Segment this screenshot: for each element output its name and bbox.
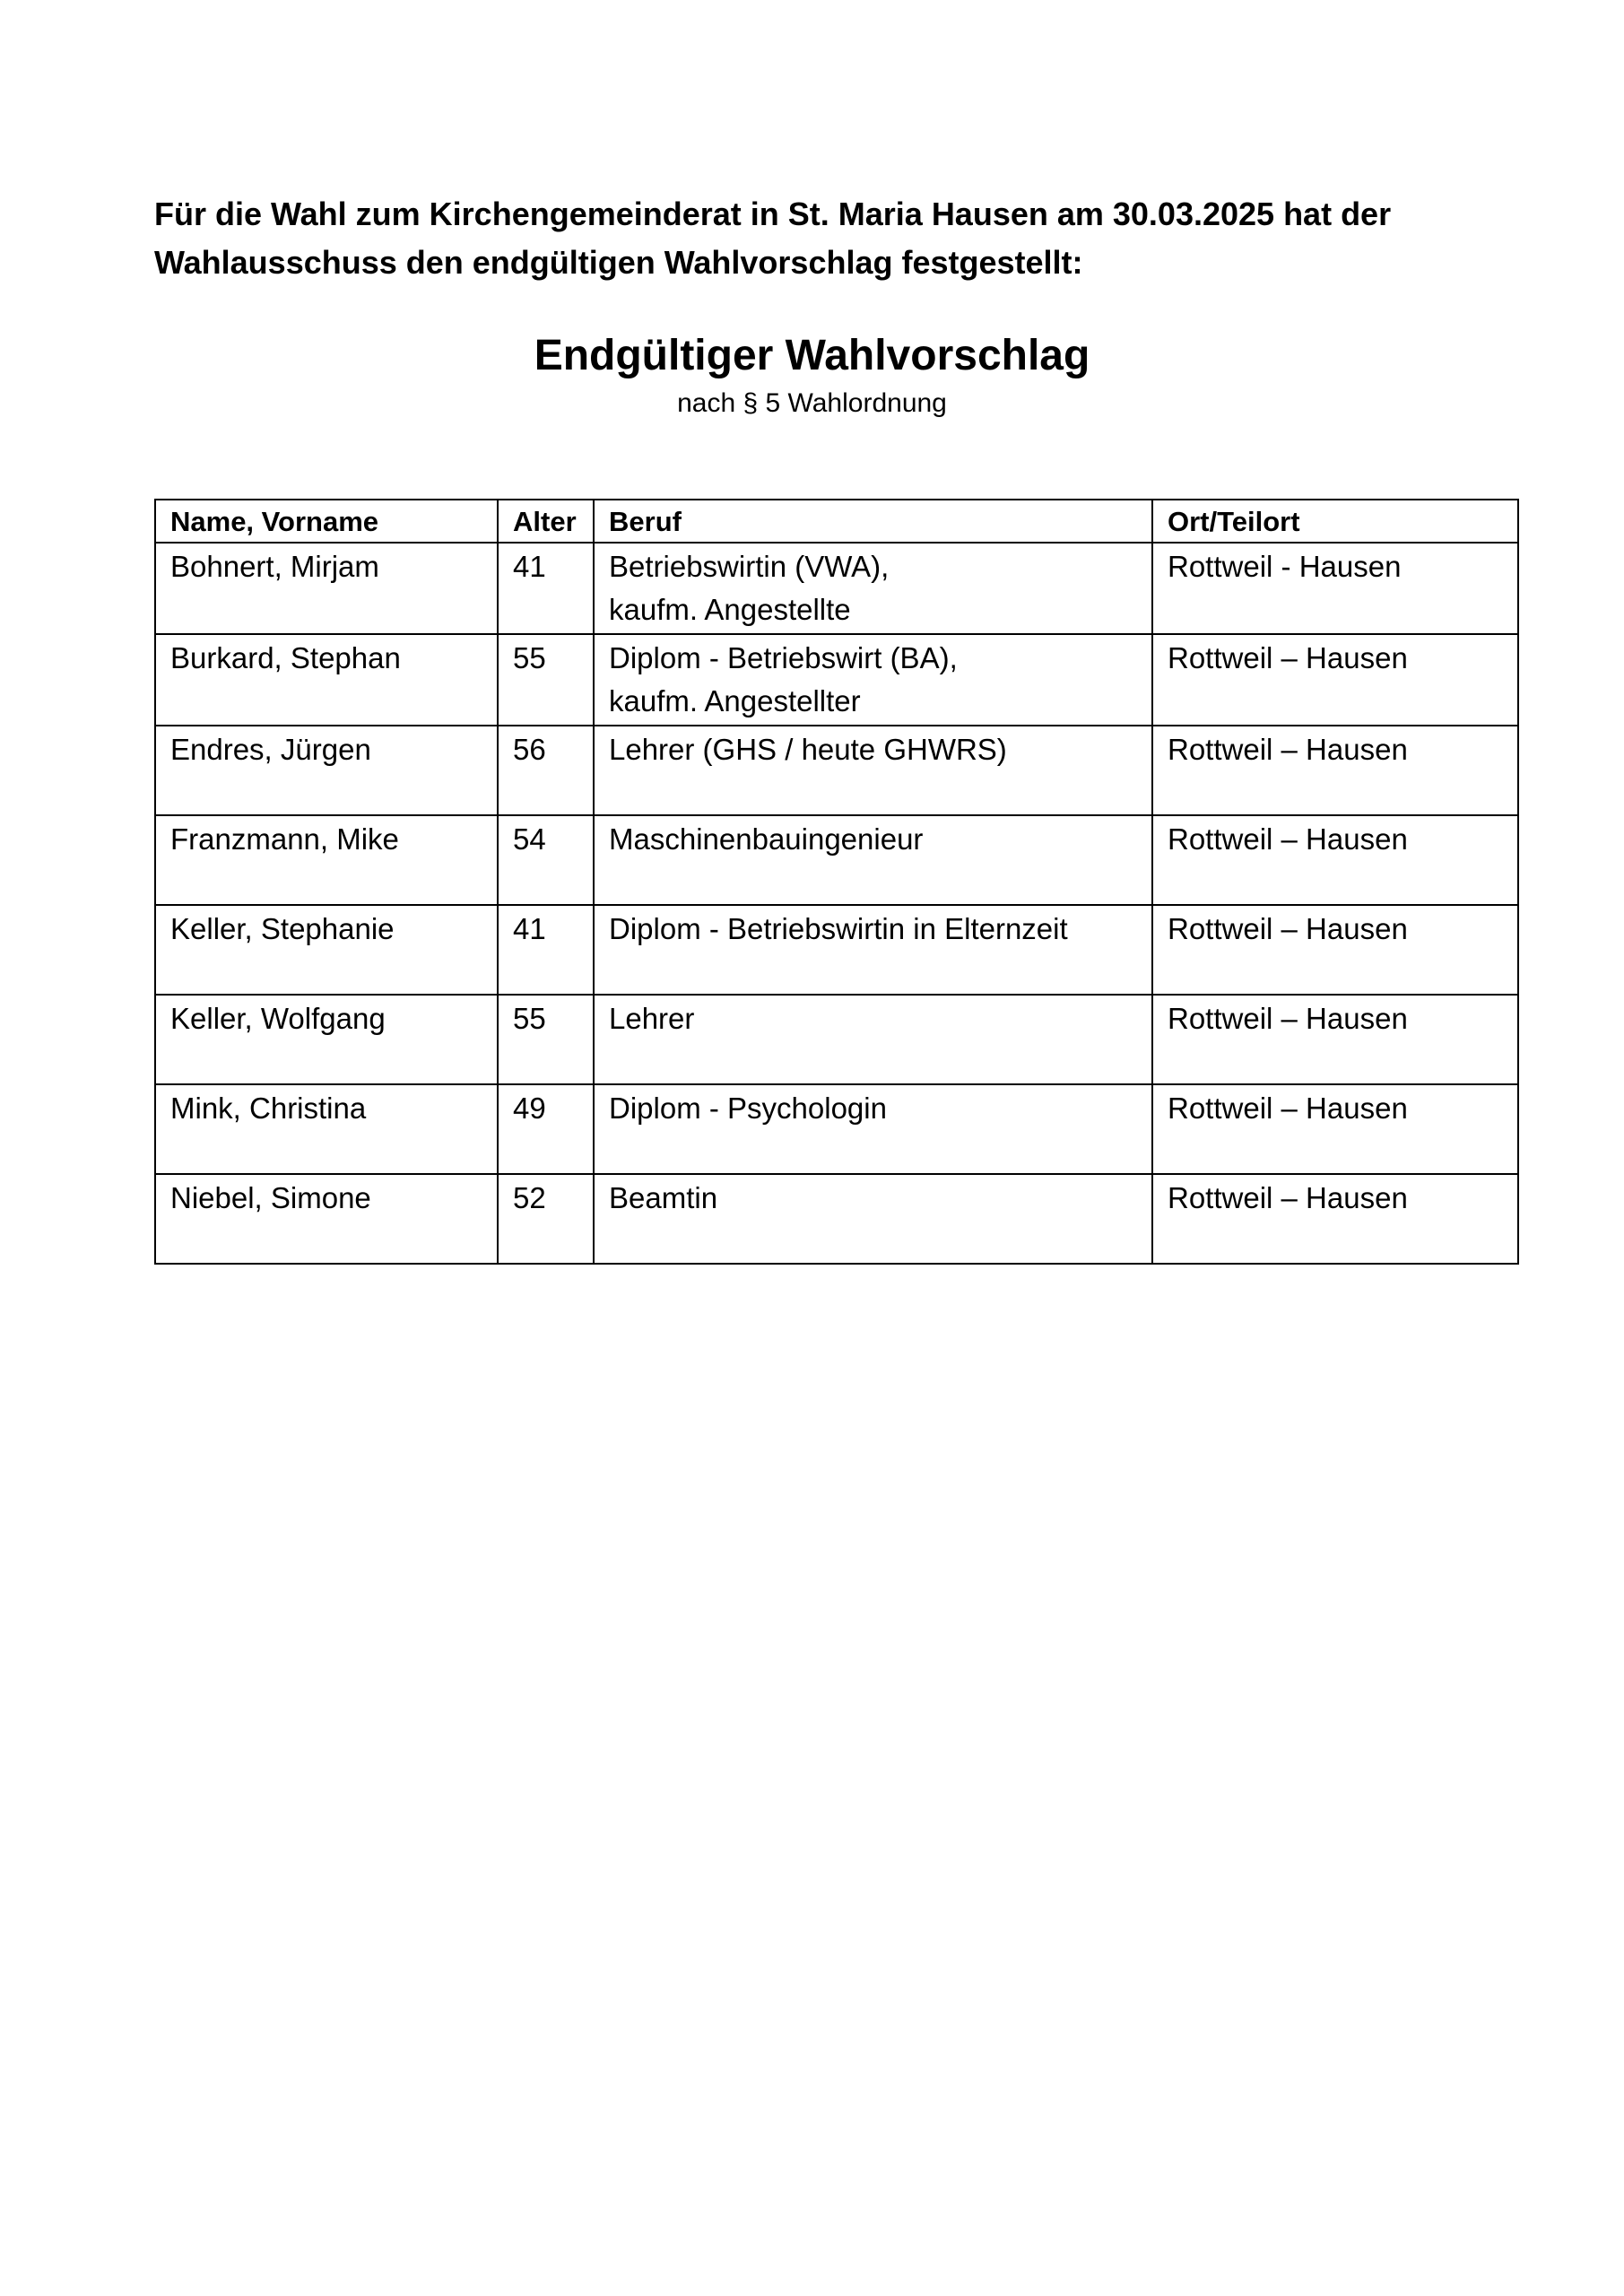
job-line-1: Maschinenbauingenieur: [609, 822, 924, 856]
intro-text: [154, 190, 1499, 287]
job-line-2: kaufm. Angestellte: [609, 593, 851, 626]
cell-name: Endres, Jürgen: [155, 726, 498, 815]
job-line-1: Lehrer: [609, 1002, 695, 1035]
intro-line-1: Für die Wahl zum Kirchengemeinderat in St. Maria Hausen am 30.03.2025 hat der: [154, 196, 1392, 232]
cell-age: 55: [498, 634, 594, 726]
cell-age: 55: [498, 995, 594, 1084]
job-line-1: Diplom - Betriebswirtin in Elternzeit: [609, 912, 1068, 945]
table-row: [155, 1174, 1518, 1264]
cell-age: 41: [498, 543, 594, 634]
cell-job: [594, 726, 1152, 815]
table-row: [155, 995, 1518, 1084]
cell-age: 52: [498, 1174, 594, 1264]
document-title: Endgültiger Wahlvorschlag: [534, 332, 1090, 379]
table-row: [155, 634, 1518, 726]
cell-age: 56: [498, 726, 594, 815]
cell-place: Rottweil – Hausen: [1152, 995, 1518, 1084]
header-age: Alter: [498, 500, 594, 543]
cell-place: Rottweil – Hausen: [1152, 726, 1518, 815]
cell-place: Rottweil - Hausen: [1152, 543, 1518, 634]
cell-name: Keller, Stephanie: [155, 905, 498, 995]
job-line-1: Diplom - Psychologin: [609, 1091, 887, 1125]
cell-place: Rottweil – Hausen: [1152, 1084, 1518, 1174]
cell-name: Mink, Christina: [155, 1084, 498, 1174]
cell-job: [594, 1174, 1152, 1264]
cell-age: 54: [498, 815, 594, 905]
cell-job: [594, 995, 1152, 1084]
intro-line-2: Wahlausschuss den endgültigen Wahlvorschlag festgestellt:: [154, 244, 1083, 281]
table-row: [155, 726, 1518, 815]
header-name: Name, Vorname: [155, 500, 498, 543]
candidate-table: [154, 499, 1519, 1265]
cell-name: Keller, Wolfgang: [155, 995, 498, 1084]
job-line-1: Beamtin: [609, 1181, 718, 1214]
cell-place: Rottweil – Hausen: [1152, 634, 1518, 726]
table-row: [155, 905, 1518, 995]
header-place: Ort/Teilort: [1152, 500, 1518, 543]
cell-job: [594, 815, 1152, 905]
cell-place: Rottweil – Hausen: [1152, 905, 1518, 995]
cell-age: 41: [498, 905, 594, 995]
cell-name: Bohnert, Mirjam: [155, 543, 498, 634]
job-line-1: Lehrer (GHS / heute GHWRS): [609, 733, 1007, 766]
job-line-2: kaufm. Angestellter: [609, 684, 861, 718]
table-row: [155, 543, 1518, 634]
cell-name: Niebel, Simone: [155, 1174, 498, 1264]
cell-age: 49: [498, 1084, 594, 1174]
table-header-row: [155, 500, 1518, 543]
cell-job: [594, 1084, 1152, 1174]
cell-place: Rottweil – Hausen: [1152, 815, 1518, 905]
document-subtitle: nach § 5 Wahlordnung: [677, 388, 947, 418]
job-line-1: Diplom - Betriebswirt (BA),: [609, 641, 958, 674]
cell-name: Franzmann, Mike: [155, 815, 498, 905]
cell-job: [594, 543, 1152, 634]
table-row: [155, 1084, 1518, 1174]
cell-job: [594, 634, 1152, 726]
cell-job: [594, 905, 1152, 995]
cell-name: Burkard, Stephan: [155, 634, 498, 726]
cell-place: Rottweil – Hausen: [1152, 1174, 1518, 1264]
job-line-1: Betriebswirtin (VWA),: [609, 550, 890, 583]
table-row: [155, 815, 1518, 905]
header-job: Beruf: [594, 500, 1152, 543]
